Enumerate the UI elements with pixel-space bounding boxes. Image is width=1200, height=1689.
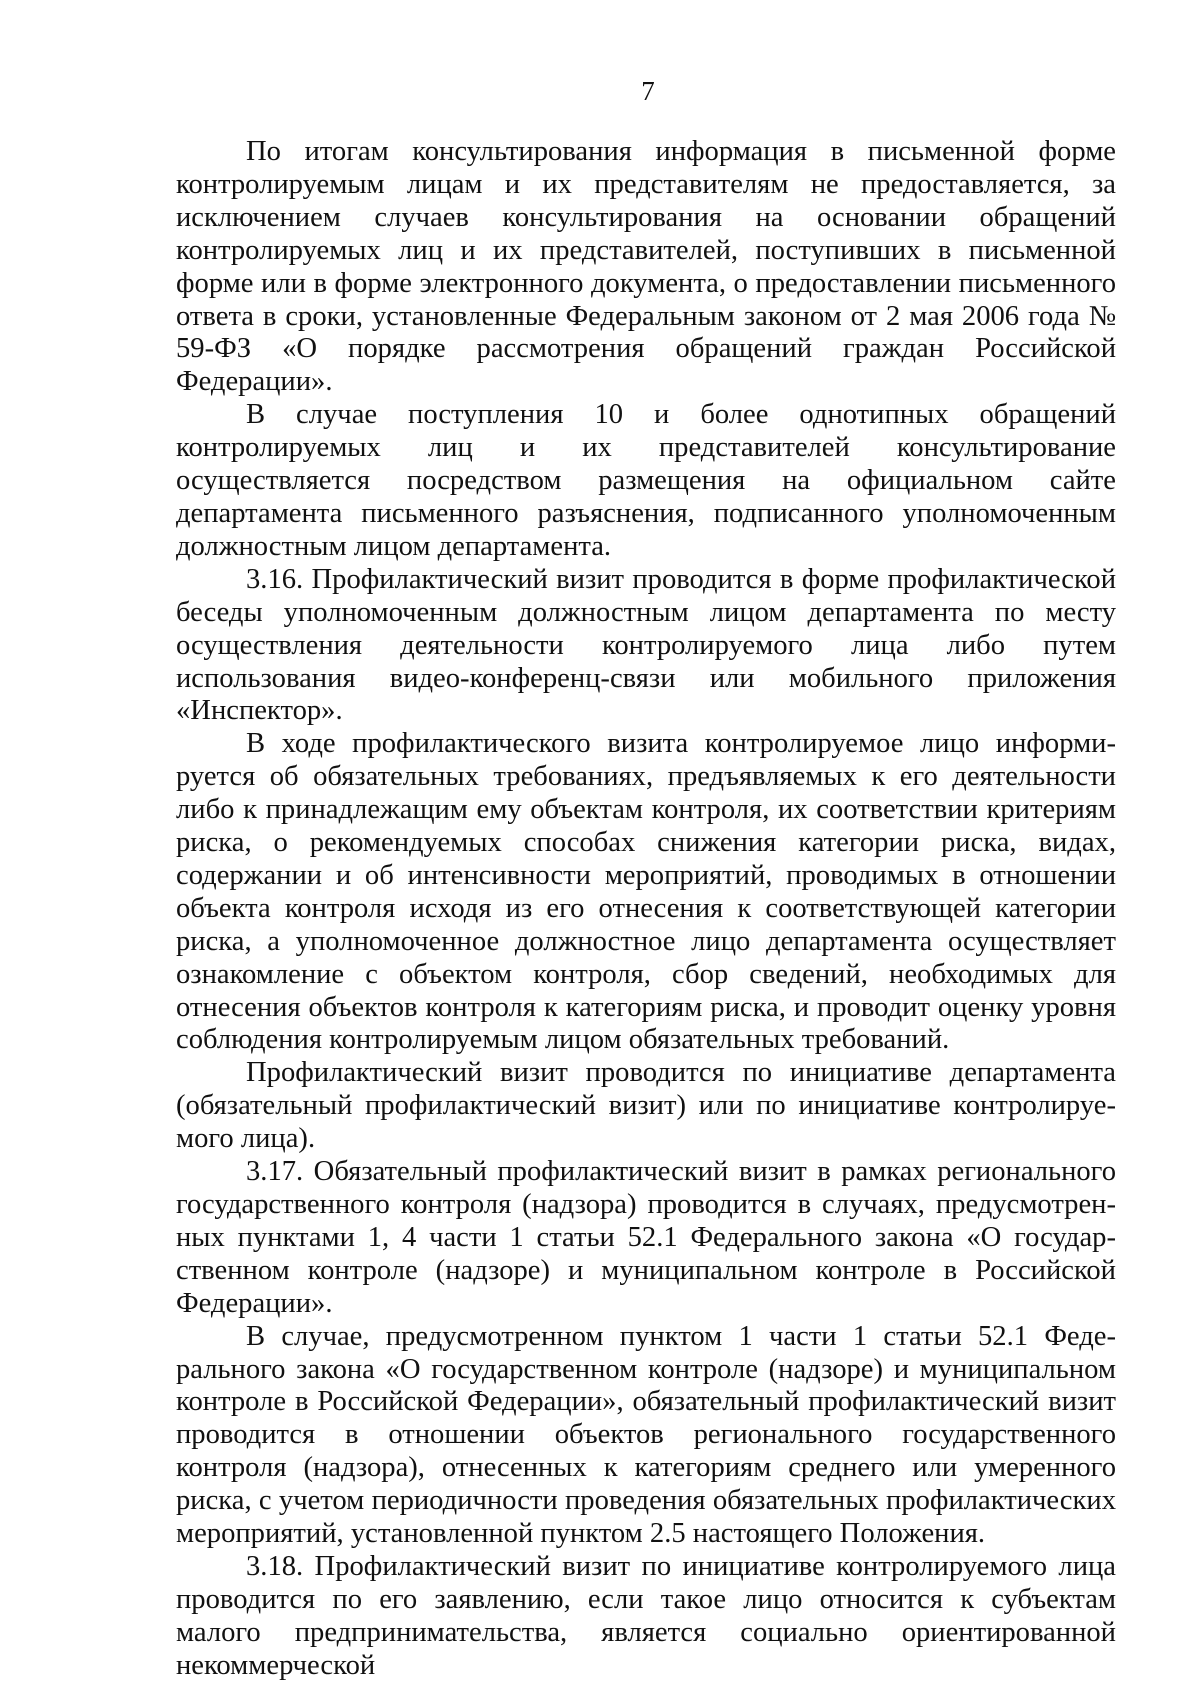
paragraph-multiple-requests: В случае поступления 10 и более однотипных обращений контролируемых лиц и их представителей консультирование осуществляется посредством размещения на официальном сайте департамента письменного разъяснения, подписанного уполномоченным должностным лицом департамента.	[176, 399, 1116, 562]
paragraph-visit-content: В ходе профилактического визита контролируемое лицо информируется об обязательных требованиях, предъявляемых к его деятельности либо к принадлежащим ему объектам контроля, их соответствии критериям риска, о рекомендуемых способах снижения категории риска, видах, содержании и об интенсивности мероприятий, проводимых в отношении объекта контроля исходя из его отнесения к соответствующей категории риска, а уполномоченное должностное лицо департамента осуществляет ознакомление с объектом контроля, сбор сведений, необходимых для отнесения объектов контроля к категориям риска, и проводит оценку уровня соблюдения контролируемым лицом обязательных требований.	[176, 728, 1116, 1056]
paragraph-3-17: 3.17. Обязательный профилактический визит в рамках регионального государственного контроля (надзора) проводится в случаях, предусмотренных пунктами 1, 4 части 1 статьи 52.1 Федерального закона «О государственном контроле (надзоре) и муниципальном контроле в Российской Федерации».	[176, 1156, 1116, 1319]
paragraph-3-16: 3.16. Профилактический визит проводится в форме профилактической беседы уполномоченным должностным лицом департамента по месту осуществления деятельности контролируемого лица либо путем использования видео-конференц-связи или мобильного приложения «Инспектор».	[176, 563, 1116, 727]
paragraph-3-18: 3.18. Профилактический визит по инициативе контролируемого лица проводится по его заявлению, если такое лицо относится к субъектам малого предпринимательства, является социально ориентированной некоммерческой	[176, 1550, 1116, 1681]
paragraph-mandatory-visit-case: В случае, предусмотренном пунктом 1 части 1 статьи 52.1 Федерального закона «О государственном контроле (надзоре) и муниципальном контроле в Российской Федерации», обязательный профилактический визит проводится в отношении объектов регионального государственного контроля (надзора), отнесенных к категориям среднего или умеренного риска, с учетом периодичности проведения обязательных профилактических мероприятий, установленной пунктом 2.5 настоящего Положения.	[176, 1320, 1116, 1550]
paragraph-visit-initiative: Профилактический визит проводится по инициативе департамента (обязательный профилактический визит) или по инициативе контролируемого лица).	[176, 1057, 1116, 1155]
document-body	[176, 136, 1116, 1683]
paragraph-consultation-result: По итогам консультирования информация в письменной форме контролируемым лицам и их представителям не предоставляется, за исключением случаев консультирования на основании обращений контролируемых лиц и их представителей, поступивших в письменной форме или в форме электронного документа, о предоставлении письменного ответа в сроки, установленные Федеральным законом от 2 мая 2006 года № 59-ФЗ «О порядке рассмотрения обращений граждан Российской Федерации».	[176, 136, 1116, 398]
page-number: 7	[641, 76, 655, 106]
